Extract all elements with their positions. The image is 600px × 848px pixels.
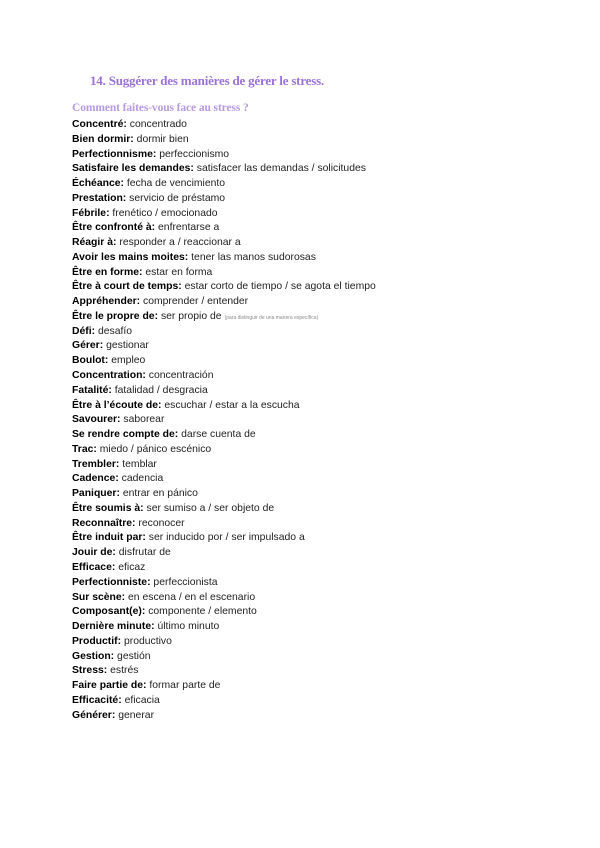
vocabulary-term: Boulot: — [72, 355, 109, 367]
section-heading: 14. Suggérer des manières de gérer le stress. — [90, 73, 324, 88]
vocabulary-item — [72, 251, 376, 266]
vocabulary-term: Échéance: — [72, 178, 124, 190]
vocabulary-definition: responder a / reaccionar a — [119, 237, 241, 249]
vocabulary-definition: tener las manos sudorosas — [191, 251, 316, 263]
vocabulary-item — [72, 162, 376, 177]
vocabulary-term: Être soumis à: — [72, 502, 144, 514]
vocabulary-item — [72, 133, 376, 148]
vocabulary-item — [72, 502, 376, 517]
vocabulary-term: Perfectionnisme: — [72, 148, 157, 160]
vocabulary-definition: enfrentarse a — [158, 222, 220, 234]
vocabulary-item — [72, 369, 376, 384]
vocabulary-item — [72, 591, 376, 606]
vocabulary-definition: comprender / entender — [143, 296, 249, 308]
vocabulary-term: Composant(e): — [72, 606, 146, 618]
vocabulary-definition: perfeccionista — [153, 576, 218, 588]
vocabulary-term: Avoir les mains moites: — [72, 251, 189, 263]
vocabulary-list — [72, 118, 376, 723]
vocabulary-term: Concentré: — [72, 119, 127, 130]
vocabulary-definition: gestión — [117, 650, 151, 662]
vocabulary-term: Faire partie de: — [72, 680, 147, 692]
vocabulary-item — [72, 399, 376, 414]
vocabulary-term: Fatalité: — [72, 384, 112, 396]
vocabulary-term: Savourer: — [72, 414, 121, 426]
vocabulary-term: Dernière minute: — [72, 621, 155, 633]
vocabulary-definition: en escena / en el escenario — [128, 591, 256, 603]
vocabulary-definition: fecha de vencimiento — [126, 178, 226, 190]
vocabulary-item — [72, 487, 376, 502]
vocabulary-term: Réagir à: — [72, 237, 117, 249]
vocabulary-term: Bien dormir: — [72, 133, 134, 145]
vocabulary-definition: último minuto — [157, 621, 220, 633]
vocabulary-item — [72, 310, 376, 325]
vocabulary-definition: estar corto de tiempo / se agota el tiempo — [184, 281, 376, 293]
vocabulary-item — [72, 177, 376, 192]
section-subheading: Comment faites-vous face au stress ? — [72, 102, 249, 114]
vocabulary-item — [72, 413, 376, 428]
vocabulary-item — [72, 561, 376, 576]
vocabulary-definition: eficaz — [118, 561, 146, 573]
vocabulary-term: Jouir de: — [72, 547, 116, 559]
vocabulary-definition: servicio de préstamo — [129, 192, 226, 204]
vocabulary-term: Être à court de temps: — [72, 281, 182, 293]
vocabulary-term: Trac: — [72, 443, 97, 455]
vocabulary-definition: satisfacer las demandas / solicitudes — [196, 163, 366, 175]
vocabulary-definition: estar en forma — [145, 266, 213, 278]
vocabulary-term: Être confronté à: — [72, 222, 156, 234]
vocabulary-item — [72, 679, 376, 694]
vocabulary-definition: frenético / emocionado — [112, 207, 218, 219]
vocabulary-definition: concentrado — [129, 119, 187, 130]
vocabulary-item — [72, 650, 376, 665]
vocabulary-term: Concentration: — [72, 370, 146, 382]
vocabulary-definition: estrés — [110, 665, 139, 677]
vocabulary-item — [72, 517, 376, 532]
vocabulary-item — [72, 207, 376, 222]
vocabulary-item — [72, 325, 376, 340]
vocabulary-term: Reconnaître: — [72, 517, 136, 529]
vocabulary-definition: dormir bien — [136, 133, 189, 145]
vocabulary-definition: entrar en pánico — [122, 488, 198, 500]
vocabulary-definition: reconocer — [138, 517, 185, 529]
vocabulary-definition: componente / elemento — [148, 606, 257, 618]
vocabulary-note: (para distinguir de una manera específica) — [224, 314, 319, 321]
vocabulary-definition: empleo — [111, 355, 146, 367]
vocabulary-term: Perfectionniste: — [72, 576, 151, 588]
vocabulary-term: Être le propre de: — [72, 310, 159, 322]
vocabulary-definition: disfrutar de — [118, 547, 171, 559]
vocabulary-item — [72, 635, 376, 650]
vocabulary-term: Appréhender: — [72, 296, 141, 308]
vocabulary-item — [72, 472, 376, 487]
vocabulary-definition: generar — [118, 709, 155, 721]
vocabulary-item — [72, 694, 376, 709]
vocabulary-item — [72, 620, 376, 635]
vocabulary-term: Être en forme: — [72, 266, 143, 278]
vocabulary-definition: formar parte de — [149, 680, 221, 692]
vocabulary-item — [72, 546, 376, 561]
vocabulary-term: Gestion: — [72, 650, 115, 662]
vocabulary-item — [72, 531, 376, 546]
vocabulary-definition: concentración — [148, 370, 214, 382]
vocabulary-term: Prestation: — [72, 192, 127, 204]
vocabulary-term: Générer: — [72, 709, 116, 721]
vocabulary-definition: temblar — [122, 458, 157, 470]
vocabulary-definition: saborear — [123, 414, 165, 426]
vocabulary-item — [72, 443, 376, 458]
vocabulary-item — [72, 664, 376, 679]
vocabulary-item — [72, 236, 376, 251]
vocabulary-term: Stress: — [72, 665, 108, 677]
vocabulary-item — [72, 576, 376, 591]
vocabulary-item — [72, 605, 376, 620]
vocabulary-definition: productivo — [123, 635, 172, 647]
vocabulary-term: Défi: — [72, 325, 96, 337]
vocabulary-definition: darse cuenta de — [181, 429, 256, 441]
vocabulary-item — [72, 192, 376, 207]
vocabulary-term: Être à l’écoute de: — [72, 399, 162, 411]
vocabulary-definition: perfeccionismo — [159, 148, 230, 160]
vocabulary-definition: ser sumiso a / ser objeto de — [146, 502, 275, 514]
vocabulary-definition: escuchar / estar a la escucha — [164, 399, 300, 411]
vocabulary-item — [72, 709, 376, 724]
vocabulary-definition: gestionar — [106, 340, 149, 352]
vocabulary-term: Paniquer: — [72, 488, 120, 500]
vocabulary-term: Satisfaire les demandes: — [72, 163, 194, 175]
vocabulary-item — [72, 339, 376, 354]
vocabulary-term: Être induit par: — [72, 532, 146, 544]
vocabulary-definition: desafío — [97, 325, 133, 337]
vocabulary-item — [72, 148, 376, 163]
vocabulary-item — [72, 458, 376, 473]
vocabulary-item — [72, 266, 376, 281]
vocabulary-definition: ser inducido por / ser impulsado a — [148, 532, 305, 544]
vocabulary-definition: ser propio de — [160, 310, 222, 322]
vocabulary-item — [72, 221, 376, 236]
vocabulary-definition: miedo / pánico escénico — [99, 443, 212, 455]
vocabulary-term: Cadence: — [72, 473, 119, 485]
vocabulary-term: Efficace: — [72, 561, 116, 573]
vocabulary-definition: cadencia — [121, 473, 164, 485]
vocabulary-definition: eficacia — [124, 694, 160, 706]
vocabulary-term: Fébrile: — [72, 207, 110, 219]
vocabulary-item — [72, 428, 376, 443]
vocabulary-term: Efficacité: — [72, 694, 122, 706]
vocabulary-term: Productif: — [72, 635, 122, 647]
vocabulary-term: Gérer: — [72, 340, 104, 352]
vocabulary-item — [72, 118, 376, 133]
vocabulary-term: Trembler: — [72, 458, 120, 470]
vocabulary-definition: fatalidad / desgracia — [114, 384, 208, 396]
vocabulary-term: Sur scène: — [72, 591, 126, 603]
vocabulary-item — [72, 354, 376, 369]
vocabulary-item — [72, 295, 376, 310]
vocabulary-item — [72, 280, 376, 295]
vocabulary-item — [72, 384, 376, 399]
vocabulary-term: Se rendre compte de: — [72, 429, 179, 441]
